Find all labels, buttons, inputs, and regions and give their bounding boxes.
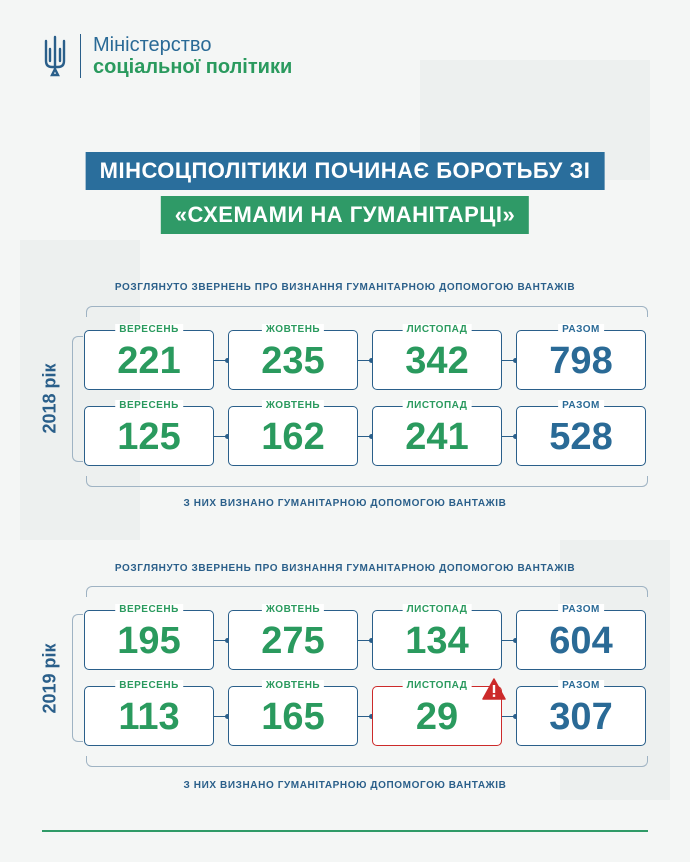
card-value: 195 [117, 620, 181, 662]
card-2019-r1-october [228, 604, 358, 670]
card-label: ЖОВТЕНЬ [262, 324, 324, 335]
card-label: ЛИСТОПАД [403, 604, 472, 615]
logo-separator [80, 34, 81, 78]
card-label: ВЕРЕСЕНЬ [115, 680, 183, 691]
card-value: 528 [549, 416, 613, 458]
year-brace [72, 614, 83, 742]
card-value: 221 [117, 340, 181, 382]
card-2018-r2-november [372, 400, 502, 466]
logo-title-line1: Міністерство [93, 34, 212, 56]
headline-banner-1: МІНСОЦПОЛІТИКИ ПОЧИНАЄ БОРОТЬБУ ЗІ [86, 152, 605, 190]
card-value: 134 [405, 620, 469, 662]
card-value: 162 [261, 416, 325, 458]
card-label: ВЕРЕСЕНЬ [115, 400, 183, 411]
card-label: ЛИСТОПАД [403, 680, 472, 691]
footer-divider [42, 830, 648, 832]
card-2019-r1-total [516, 604, 646, 670]
card-value: 125 [117, 416, 181, 458]
card-2018-r1-total [516, 324, 646, 390]
trident-icon [42, 35, 68, 77]
card-label: РАЗОМ [558, 324, 604, 335]
card-value: 241 [405, 416, 469, 458]
section-2019-caption-bottom: З НИХ ВИЗНАНО ГУМАНІТАРНОЮ ДОПОМОГОЮ ВАНТАЖІВ [183, 780, 507, 791]
card-2019-r1-november [372, 604, 502, 670]
card-label: РАЗОМ [558, 604, 604, 615]
logo-title-line2: соціальної політики [93, 56, 293, 78]
ministry-logo [42, 34, 292, 78]
card-2018-r1-november [372, 324, 502, 390]
card-label: ЛИСТОПАД [403, 400, 472, 411]
card-2019-r2-total [516, 680, 646, 746]
card-2018-r2-october [228, 400, 358, 466]
card-value: 113 [118, 696, 180, 738]
card-value: 307 [549, 696, 613, 738]
section-2019-year: 2019 рік [39, 643, 60, 714]
card-label: ВЕРЕСЕНЬ [115, 604, 183, 615]
bracket-top [86, 586, 648, 597]
card-value: 235 [261, 340, 325, 382]
card-label: РАЗОМ [558, 680, 604, 691]
card-2019-r1-september [84, 604, 214, 670]
bracket-top [86, 306, 648, 317]
section-2018-caption-top: РОЗГЛЯНУТО ЗВЕРНЕНЬ ПРО ВИЗНАННЯ ГУМАНІТАРНОЮ ДОПОМОГОЮ ВАНТАЖІВ [114, 282, 576, 293]
card-value: 604 [549, 620, 613, 662]
card-label: РАЗОМ [558, 400, 604, 411]
card-label: ВЕРЕСЕНЬ [115, 324, 183, 335]
card-2018-r1-october [228, 324, 358, 390]
warning-icon [482, 678, 506, 700]
bracket-bottom [86, 476, 648, 487]
card-label: ЖОВТЕНЬ [262, 400, 324, 411]
card-label: ЖОВТЕНЬ [262, 604, 324, 615]
card-2018-r2-september [84, 400, 214, 466]
card-value: 165 [261, 696, 325, 738]
card-2018-r1-september [84, 324, 214, 390]
year-brace [72, 336, 83, 462]
section-2018-year: 2018 рік [39, 363, 60, 434]
card-value: 798 [549, 340, 613, 382]
card-value: 342 [405, 340, 469, 382]
card-2018-r2-total [516, 400, 646, 466]
bracket-bottom [86, 756, 648, 767]
card-2019-r2-september [84, 680, 214, 746]
card-label: ЛИСТОПАД [403, 324, 472, 335]
card-value: 275 [261, 620, 325, 662]
section-2018-caption-bottom: З НИХ ВИЗНАНО ГУМАНІТАРНОЮ ДОПОМОГОЮ ВАНТАЖІВ [183, 498, 507, 509]
section-2019-caption-top: РОЗГЛЯНУТО ЗВЕРНЕНЬ ПРО ВИЗНАННЯ ГУМАНІТАРНОЮ ДОПОМОГОЮ ВАНТАЖІВ [114, 563, 576, 574]
headline-banner-2: «СХЕМАМИ НА ГУМАНІТАРЦІ» [161, 196, 529, 234]
card-2019-r2-october [228, 680, 358, 746]
card-value: 29 [415, 696, 459, 738]
card-label: ЖОВТЕНЬ [262, 680, 324, 691]
